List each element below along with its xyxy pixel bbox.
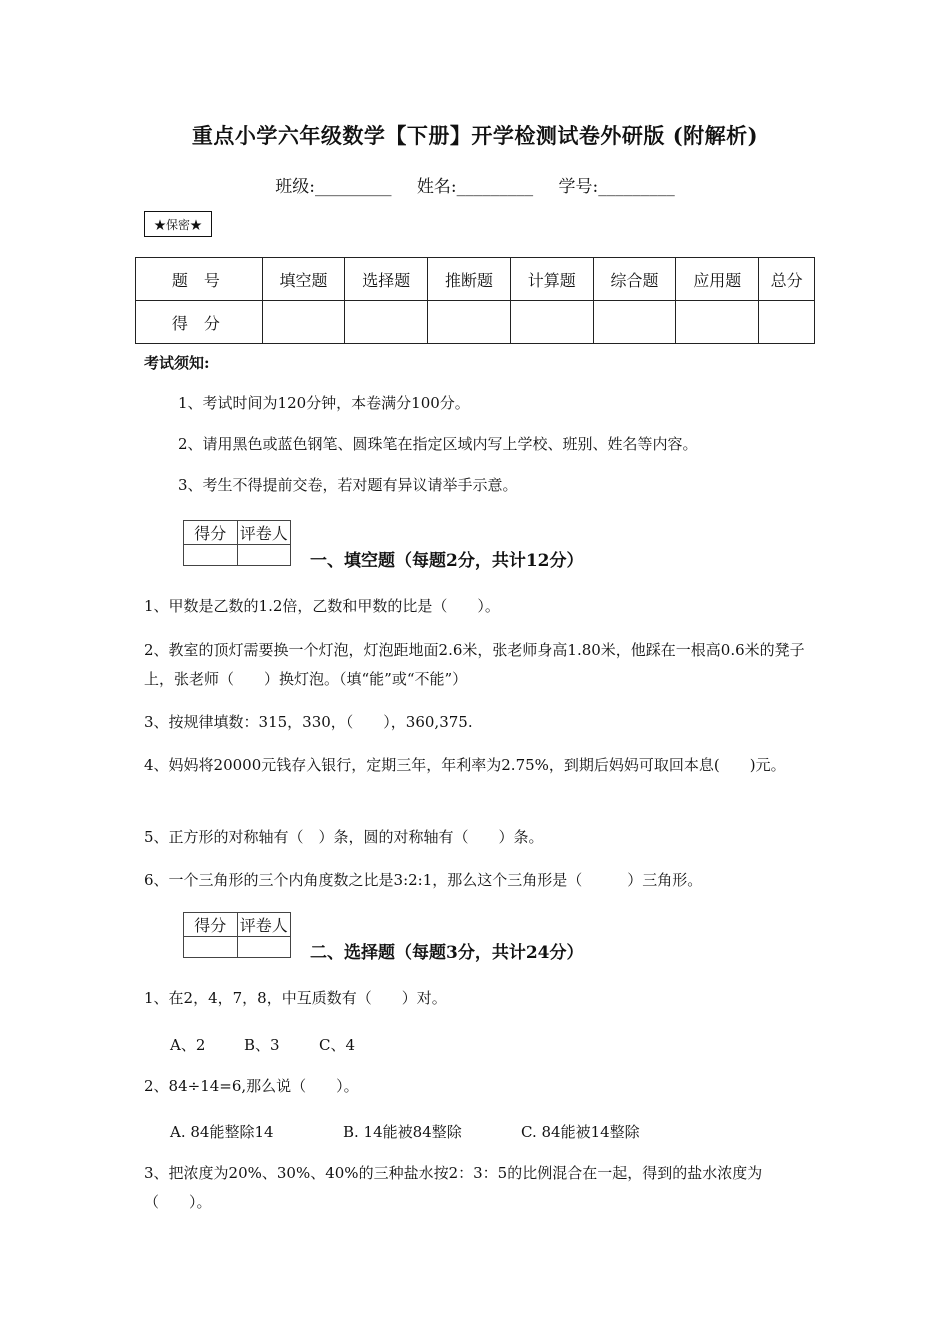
option-c[interactable]: C、4 bbox=[319, 1036, 356, 1054]
score-table bbox=[135, 257, 815, 344]
notice-title: 考试须知: bbox=[144, 354, 210, 372]
grader-box bbox=[183, 520, 291, 566]
notice-item: 2、请用黑色或蓝色钢笔、圆珠笔在指定区域内写上学校、班别、姓名等内容。 bbox=[178, 435, 698, 453]
question: 2、84÷14=6,那么说（ ）。 bbox=[144, 1077, 359, 1095]
notice-item: 3、考生不得提前交卷，若对题有异议请举手示意。 bbox=[178, 476, 518, 494]
question: 1、甲数是乙数的1.2倍，乙数和甲数的比是（ ）。 bbox=[144, 597, 500, 615]
question: 3、把浓度为20%、30%、40%的三种盐水按2：3：5的比例混合在一起，得到的盐水浓度为（ ）。 bbox=[144, 1164, 763, 1211]
score-cell[interactable] bbox=[262, 301, 345, 344]
score-cell[interactable] bbox=[759, 301, 815, 344]
score-table-header-row bbox=[136, 258, 815, 301]
option-a[interactable]: A. 84能整除14 bbox=[170, 1123, 274, 1141]
score-row-label: 得分 bbox=[136, 301, 263, 344]
score-header-cell: 计算题 bbox=[510, 258, 593, 301]
score-cell[interactable] bbox=[510, 301, 593, 344]
score-header-cell: 推断题 bbox=[428, 258, 511, 301]
grader-reviewer-cell[interactable] bbox=[237, 937, 291, 958]
grader-box bbox=[183, 912, 291, 958]
score-header-cell: 总分 bbox=[759, 258, 815, 301]
score-header-cell: 填空题 bbox=[262, 258, 345, 301]
section-heading: 二、选择题（每题3分，共计24分） bbox=[310, 943, 584, 963]
score-cell[interactable] bbox=[593, 301, 676, 344]
student-id-field[interactable]: 学号:_________ bbox=[558, 177, 675, 197]
class-field[interactable]: 班级:_________ bbox=[275, 177, 392, 197]
grader-score-label: 得分 bbox=[184, 521, 238, 545]
option-a[interactable]: A、2 bbox=[170, 1036, 206, 1054]
option-c[interactable]: C. 84能被14整除 bbox=[521, 1123, 640, 1141]
score-cell[interactable] bbox=[345, 301, 428, 344]
grader-score-cell[interactable] bbox=[184, 545, 238, 566]
score-header-cell: 题号 bbox=[136, 258, 263, 301]
score-table-score-row bbox=[136, 301, 815, 344]
score-cell[interactable] bbox=[676, 301, 759, 344]
grader-reviewer-cell[interactable] bbox=[237, 545, 291, 566]
question: 1、在2，4，7，8，中互质数有（ ）对。 bbox=[144, 989, 447, 1007]
grader-score-label: 得分 bbox=[184, 913, 238, 937]
notice-item: 1、考试时间为120分钟，本卷满分100分。 bbox=[178, 394, 470, 412]
student-info bbox=[0, 172, 950, 197]
grader-reviewer-label: 评卷人 bbox=[237, 521, 291, 545]
page-title: 重点小学六年级数学【下册】开学检测试卷外研版 (附解析) bbox=[191, 123, 759, 148]
question: 6、一个三角形的三个内角度数之比是3:2:1，那么这个三角形是（ ）三角形。 bbox=[144, 871, 703, 889]
question: 4、妈妈将20000元钱存入银行，定期三年，年利率为2.75%，到期后妈妈可取回本息( )元。 bbox=[144, 756, 786, 774]
question: 3、按规律填数：315，330，（ ），360,375. bbox=[144, 713, 473, 731]
section-heading: 一、填空题（每题2分，共计12分） bbox=[310, 551, 584, 571]
score-header-cell: 应用题 bbox=[676, 258, 759, 301]
name-field[interactable]: 姓名:_________ bbox=[416, 177, 534, 197]
option-b[interactable]: B. 14能被84整除 bbox=[343, 1123, 462, 1141]
question: 2、教室的顶灯需要换一个灯泡，灯泡距地面2.6米，张老师身高1.80米，他踩在一根高0.6米的凳子上，张老师（ ）换灯泡。（填“能”或“不能”） bbox=[144, 641, 805, 688]
score-cell[interactable] bbox=[428, 301, 511, 344]
confidential-badge: ★保密★ bbox=[144, 211, 212, 237]
grader-reviewer-label: 评卷人 bbox=[237, 913, 291, 937]
score-header-cell: 选择题 bbox=[345, 258, 428, 301]
option-b[interactable]: B、3 bbox=[244, 1036, 280, 1054]
grader-score-cell[interactable] bbox=[184, 937, 238, 958]
question: 5、正方形的对称轴有（ ）条，圆的对称轴有（ ）条。 bbox=[144, 828, 544, 846]
score-header-cell: 综合题 bbox=[593, 258, 676, 301]
